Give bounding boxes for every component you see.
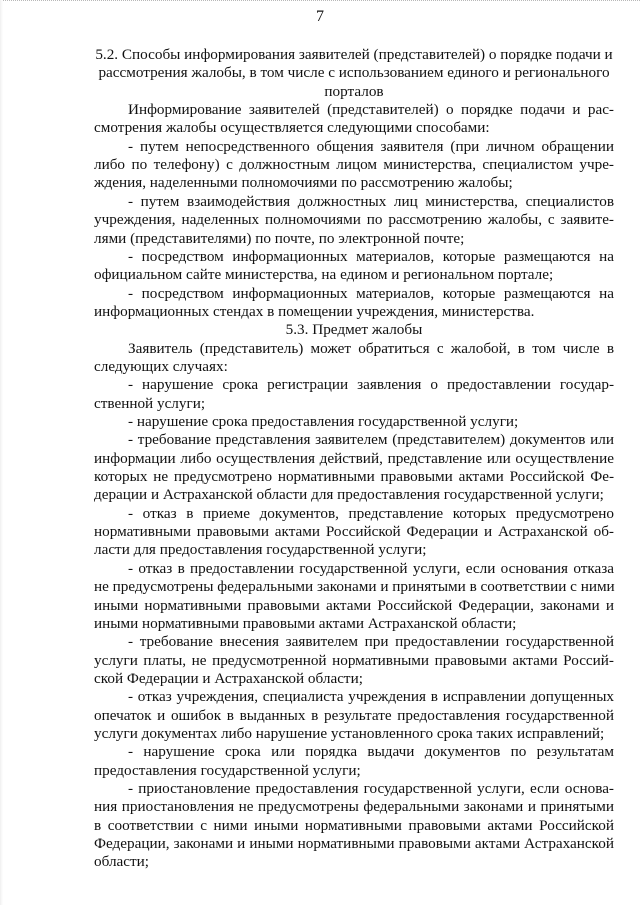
text-line: - отказ в предоставлении государственной услуги, если основания отказа (128, 559, 614, 577)
text-line: рассмотрения жалобы, в том числе с использованием единого и регионального (98, 64, 610, 82)
text-line: ласти для предоставления государственной услуги; (94, 541, 427, 559)
text-line: опечаток и ошибок в выданных в результате предоставления государственной (94, 706, 614, 724)
text-line: предоставления государственной услуги; (94, 761, 361, 779)
scan-edge-top (0, 0, 640, 3)
text-line: нормативными правовыми актами Российской Федерации и Астраханской об- (94, 523, 614, 541)
text-line: - посредством информационных материалов, которые размещаются на (128, 284, 614, 302)
text-line: следующих случаях: (94, 357, 228, 375)
text-line: либо по телефону) с должностным лицом министерства, специалистом учре- (94, 156, 614, 174)
text-line: иными нормативными правовыми актами Российской Федерации, законами и (94, 596, 614, 614)
text-line: Федерации, законами и иными нормативными правовыми актами Астраханской (94, 835, 614, 853)
text-line: ждения, наделенными полномочиями по рассмотрению жалобы; (94, 174, 513, 192)
text-line: в соответствии с ними иными нормативными правовыми актами Российской (94, 816, 614, 834)
text-line: услуги платы, не предусмотренной нормативными правовыми актами Россий- (94, 651, 614, 669)
text-line: ской Федерации и Астраханской области; (94, 669, 363, 687)
text-line: услуги документах либо нарушение установленного срока таких исправлений; (94, 724, 605, 742)
scan-edge-left (0, 0, 3, 905)
text-line: порталов (324, 82, 384, 100)
text-line: - посредством информационных материалов, которые размещаются на (128, 247, 614, 265)
text-line: - нарушение срока регистрации заявления о предоставлении государ- (128, 376, 614, 394)
text-line: - отказ учреждения, специалиста учреждения в исправлении допущенных (128, 688, 614, 706)
text-line: - нарушение срока или порядка выдачи документов по результатам (128, 743, 614, 761)
text-line: - путем непосредственного общения заявителя (при личном обращении (128, 137, 614, 155)
text-line: - путем взаимодействия должностных лиц министерства, специалистов (128, 192, 614, 210)
page-number: 7 (316, 8, 324, 25)
text-line: Информирование заявителей (представителей) о порядке подачи и рас- (128, 101, 614, 119)
text-line: иными нормативными правовыми актами Астраханской области; (94, 614, 517, 632)
text-line: Заявитель (представитель) может обратиться с жалобой, в том числе в (128, 339, 614, 357)
text-line: - требование внесения заявителем при предоставлении государственной (128, 633, 614, 651)
text-line: - нарушение срока предоставления государственной услуги; (128, 413, 519, 430)
text-line: - требование представления заявителем (представителем) документов или (128, 431, 614, 449)
text-line: ственной услуги; (94, 394, 206, 412)
text-line: смотрения жалобы осуществляется следующими способами: (94, 119, 490, 137)
text-line: информации либо осуществления действий, представление или осуществление (94, 449, 614, 467)
text-line: официальном сайте министерства, на едином и региональном портале; (94, 266, 554, 284)
text-line: 5.3. Предмет жалобы (285, 321, 423, 339)
text-line: дерации и Астраханской области для предоставления государственной услуги; (94, 486, 604, 504)
text-line: 5.2. Способы информирования заявителей (представителей) о порядке подачи и (95, 46, 613, 63)
text-line: - приостановление предоставления государственной услуги, если основа- (128, 780, 614, 797)
text-line: информационных стендах в помещении учреждения, министерства. (94, 302, 535, 320)
text-line: ния приостановления не предусмотрены федеральными законами и принятыми (94, 798, 614, 816)
text-line: учреждения, наделенных полномочиями по рассмотрению жалобы, с заявите- (94, 211, 614, 229)
text-line: которых не предусмотрено нормативными правовыми актами Российской Фе- (94, 468, 614, 486)
text-line: лями (представителями) по почте, по электронной почте; (94, 229, 465, 247)
text-line: области; (94, 853, 149, 871)
text-line: - отказ в приеме документов, представление которых предусмотрено (128, 504, 614, 522)
text-line: не предусмотрены федеральными законами и принятыми в соответствии с ними (94, 578, 615, 596)
